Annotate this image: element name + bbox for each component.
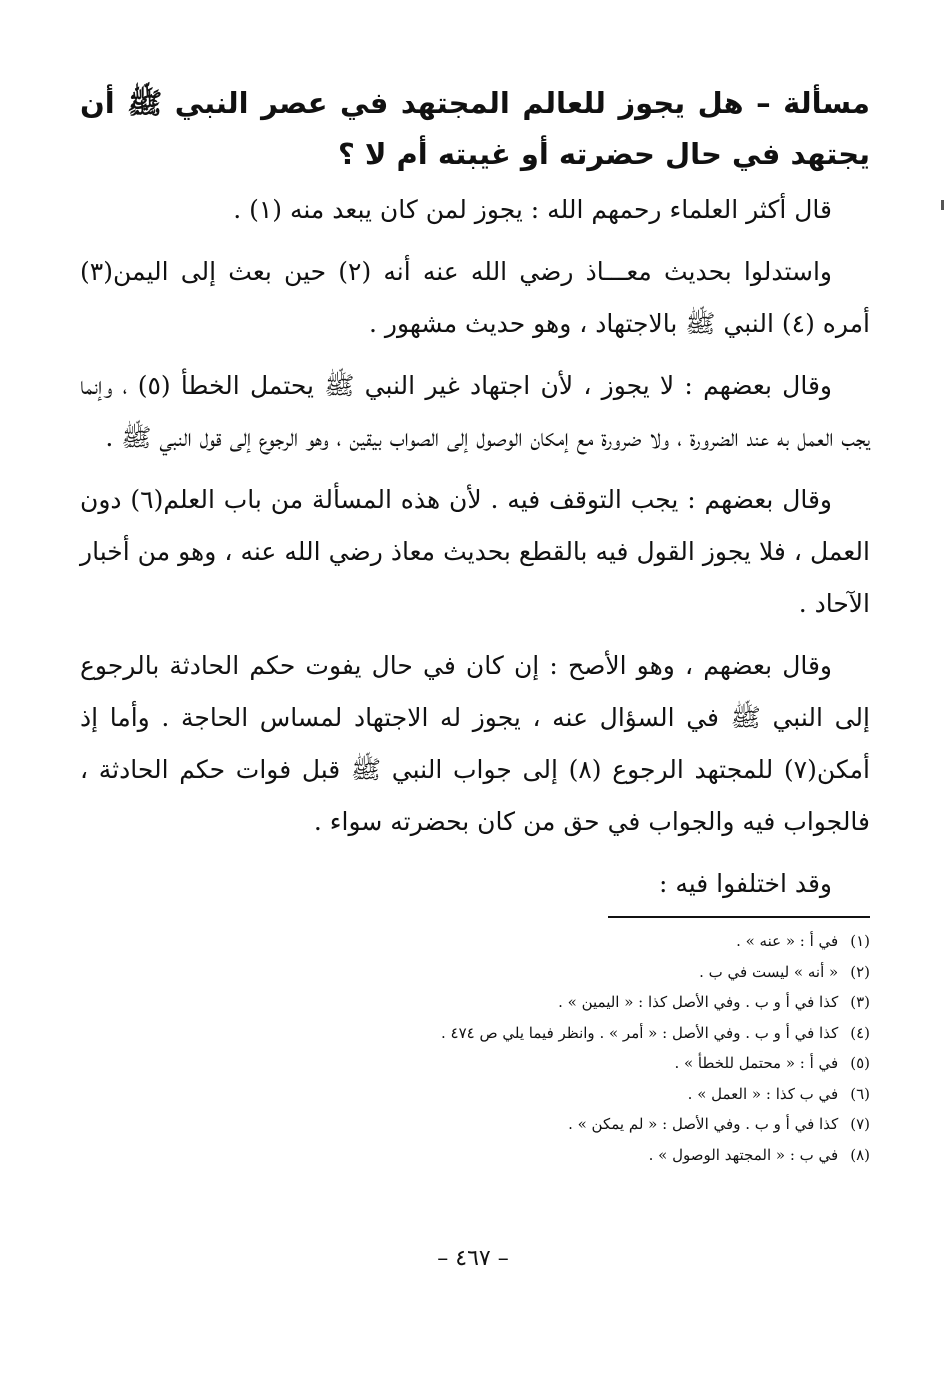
footnote-text: في ب : « المجتهد الوصول » .: [648, 1145, 839, 1164]
footnote-7: [80, 1109, 870, 1140]
footnote-divider: [608, 916, 870, 918]
footnote-2: [80, 957, 870, 988]
issue-heading: مسألة – هل يجوز للعالم المجتهد في عصر النبي ﷺ أن يجتهد في حال حضرته أو غيبته أم لا ؟: [80, 86, 870, 171]
paragraph-2: واستدلوا بحديث معـــاذ رضي الله عنه أنه (٢) حين بعث إلى اليمن(٣) أمره (٤) النبي ﷺ بالاجتهاد ، وهو حديث مشهور .: [80, 257, 870, 338]
footnote-number: (٥): [850, 1054, 870, 1072]
paragraph-1: قال أكثر العلماء رحمهم الله : يجوز لمن كان يبعد منه (١) .: [233, 195, 832, 224]
paragraph-5: وقال بعضهم ، وهو الأصح : إن كان في حال يفوت حكم الحادثة بالرجوع إلى النبي ﷺ في السؤال عنه ، يجوز له الاجتهاد لمساس الحاجة . وأما إذ أمكن(٧) للمجتهد الرجوع (٨) إلى جواب النبي ﷺ قبل فوات حكم الحادثة ، فالجواب فيه والجواب في حق من كان بحضرته سواء .: [80, 651, 870, 836]
footnote-number: (٤): [850, 1023, 870, 1042]
footnotes-list: [80, 926, 870, 1170]
scan-edge-mark: [941, 200, 944, 210]
footnote-text: كذا في أ و ب . وفي الأصل : « لم يمكن » .: [568, 1115, 839, 1133]
footnote-number: (٧): [850, 1115, 870, 1133]
footnote-1: [80, 926, 870, 957]
footnote-number: (١): [850, 932, 870, 950]
footnote-3: [80, 987, 870, 1018]
footnote-4: [80, 1018, 870, 1049]
footnote-text: كذا في أ و ب . وفي الأصل كذا : « اليمين » .: [558, 993, 839, 1011]
footnote-text: في أ : « عنه » .: [736, 932, 839, 950]
footnote-number: (٢): [850, 962, 870, 981]
footnote-text: « أنه » ليست في ب .: [699, 962, 839, 981]
footnote-number: (٨): [850, 1145, 870, 1164]
paragraph-6: وقد اختلفوا فيه :: [658, 869, 832, 898]
footnote-8: [80, 1140, 870, 1171]
footnote-6: [80, 1079, 870, 1110]
footnote-text: في ب كذا : « العمل » .: [687, 1084, 839, 1103]
footnote-number: (٦): [850, 1084, 870, 1103]
document-page: [80, 78, 870, 1170]
footnote-text: كذا في أ و ب . وفي الأصل : « أمر » . وانظر فيما يلي ص ٤٧٤ .: [441, 1023, 839, 1042]
page-number: – ٤٦٧ –: [437, 1246, 509, 1271]
paragraph-4: وقال بعضهم : يجب التوقف فيه . لأن هذه المسألة من باب العلم(٦) دون العمل ، فلا يجوز القول فيه بالقطع بحديث معاذ رضي الله عنه ، وهو من أخبار الآحاد .: [80, 485, 870, 618]
footnote-number: (٣): [850, 993, 870, 1011]
footnote-5: [80, 1048, 870, 1079]
footnote-text: في أ : « محتمل للخطأ » .: [674, 1054, 839, 1072]
paragraph-3: وقال بعضهم : لا يجوز ، لأن اجتهاد غير النبي ﷺ يحتمل الخطأ (٥) ، وإنما يجب العمل به عند الضرورة ، ولا ضرورة مع إمكان الوصول إلى الصواب بيقين ، وهو الرجوع إلى قول النبي ﷺ .: [80, 371, 870, 452]
